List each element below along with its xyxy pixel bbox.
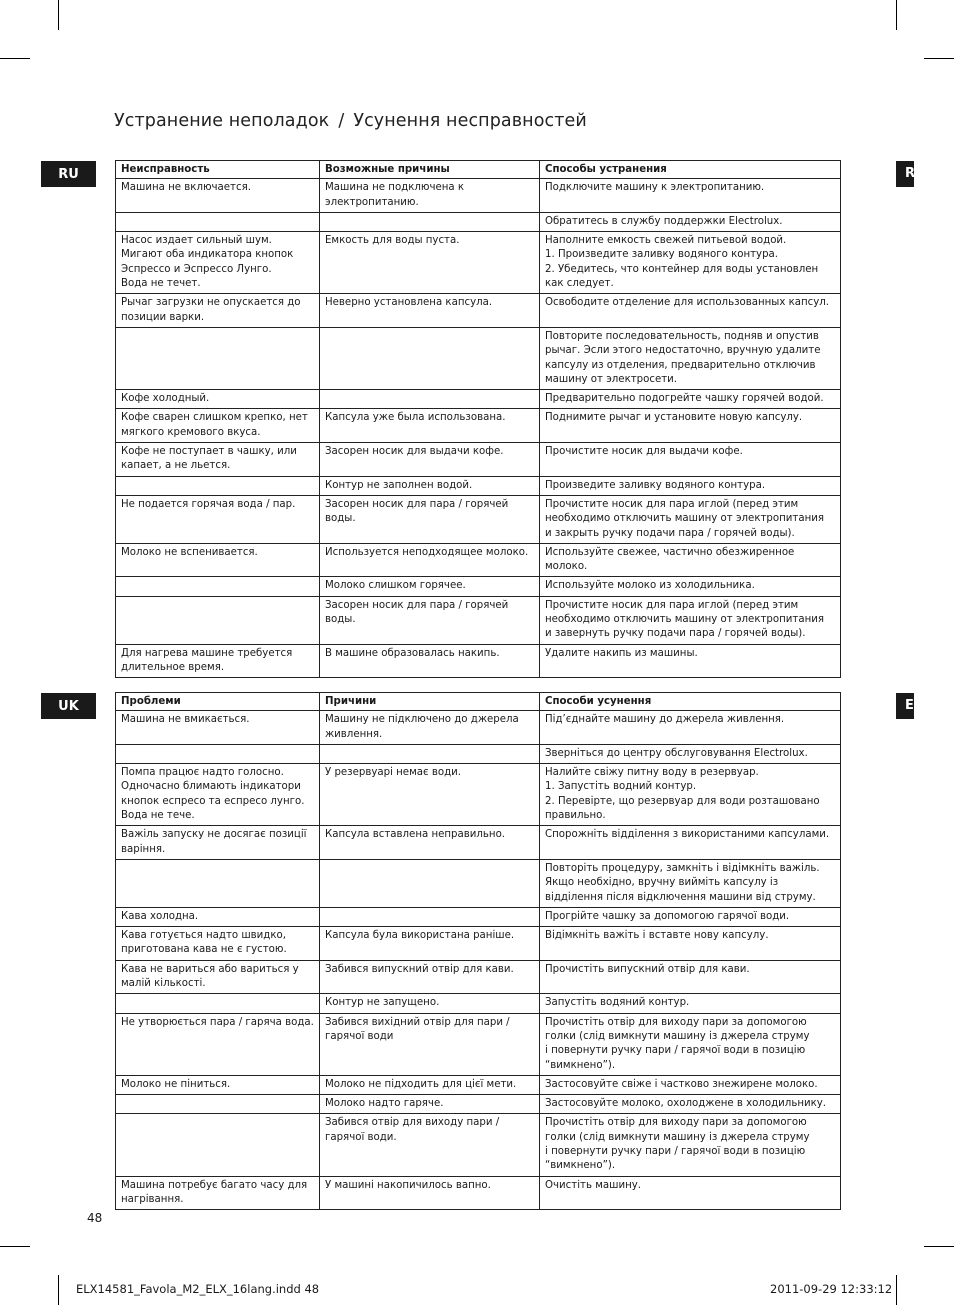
cause-cell: Машину не підключено до джерела живлення.: [320, 711, 540, 745]
troubleshooting-table-uk: [115, 692, 841, 1210]
cause-cell: Засорен носик для выдачи кофе.: [320, 443, 540, 477]
solution-cell: Застосовуйте свіже і частково знежирене молоко.: [540, 1075, 841, 1094]
table-header-row: [116, 693, 841, 711]
problem-cell: [116, 1114, 320, 1176]
table-row: [116, 960, 841, 994]
language-tab-uk: UK: [41, 693, 96, 719]
table-row: [116, 232, 841, 294]
language-tab-ru: RU: [41, 161, 96, 187]
title-uk: Усунення несправностей: [353, 111, 587, 131]
table-row: [116, 744, 841, 763]
cause-cell: Контур не запущено.: [320, 994, 540, 1013]
problem-cell: [116, 1095, 320, 1114]
solution-cell: Прочистіть отвір для виходу пари за допомогою голки (слід вимкнути машину із джерела струму і повернути ручку пари / гарячої води в позицію “вимкнено”).: [540, 1114, 841, 1176]
problem-cell: Кава не вариться або вариться у малій кількості.: [116, 960, 320, 994]
solution-cell: Прочистите носик для выдачи кофе.: [540, 443, 841, 477]
problem-cell: Молоко не піниться.: [116, 1075, 320, 1094]
cause-cell: Неверно установлена капсула.: [320, 294, 540, 328]
side-language-tab-ru: RU: [896, 161, 914, 187]
crop-mark: [0, 58, 30, 59]
solution-cell: Прочистите носик для пара иглой (перед этим необходимо отключить машину от электропитания и завернуть ручку подачи пара / горячей воды).: [540, 596, 841, 644]
problem-cell: [116, 994, 320, 1013]
table-row: [116, 476, 841, 495]
column-header-problem: Проблеми: [116, 693, 320, 711]
cause-cell: Засорен носик для пара / горячей воды.: [320, 596, 540, 644]
problem-cell: Кофе сварен слишком крепко, нет мягкого кремового вкуса.: [116, 409, 320, 443]
solution-cell: Предварительно подогрейте чашку горячей водой.: [540, 390, 841, 409]
problem-cell: Кава готується надто швидко, приготована кава не є густою.: [116, 927, 320, 961]
cause-cell: У машині накопичилось вапно.: [320, 1176, 540, 1210]
problem-cell: Машина потребує багато часу для нагрівання.: [116, 1176, 320, 1210]
problem-cell: [116, 596, 320, 644]
table-row: [116, 859, 841, 907]
problem-cell: [116, 744, 320, 763]
problem-cell: Молоко не вспенивается.: [116, 543, 320, 577]
problem-cell: [116, 577, 320, 596]
table-row: [116, 495, 841, 543]
table-row: [116, 212, 841, 231]
troubleshooting-table-ru: [115, 160, 841, 678]
solution-cell: Прочистите носик для пара иглой (перед этим необходимо отключить машину от электропитания и закрыть ручку подачи пара / горячей воды).: [540, 495, 841, 543]
problem-cell: Машина не вмикається.: [116, 711, 320, 745]
table-header-row: [116, 161, 841, 179]
column-header-problem: Неисправность: [116, 161, 320, 179]
solution-cell: Наполните емкость свежей питьевой водой. 1. Произведите заливку водяного контура. 2. Убедитесь, что контейнер для воды установлен как следует.: [540, 232, 841, 294]
solution-cell: Під’єднайте машину до джерела живлення.: [540, 711, 841, 745]
solution-cell: Очистіть машину.: [540, 1176, 841, 1210]
problem-cell: Не подается горячая вода / пар.: [116, 495, 320, 543]
cause-cell: Капсула уже была использована.: [320, 409, 540, 443]
side-language-tab-en: EN: [896, 693, 914, 719]
crop-mark: [0, 1246, 30, 1247]
table-row: [116, 907, 841, 926]
cause-cell: [320, 859, 540, 907]
problem-cell: Насос издает сильный шум. Мигают оба индикатора кнопок Эспрессо и Эспрессо Лунго. Вода не течет.: [116, 232, 320, 294]
cause-cell: Молоко не підходить для цієї мети.: [320, 1075, 540, 1094]
title-ru: Устранение неполадок: [114, 111, 330, 131]
table-row: [116, 1176, 841, 1210]
solution-cell: Зверніться до центру обслуговування Electrolux.: [540, 744, 841, 763]
problem-cell: Рычаг загрузки не опускается до позиции варки.: [116, 294, 320, 328]
table-row: [116, 543, 841, 577]
problem-cell: Для нагрева машине требуется длительное время.: [116, 644, 320, 678]
solution-cell: Повторіть процедуру, замкніть і відімкніть важіль. Якщо необхідно, вручну вийміть капсулу із відділення після відключення машини від струму.: [540, 859, 841, 907]
page-title: [114, 111, 587, 131]
page-number: 48: [87, 1211, 103, 1225]
problem-cell: Кофе холодный.: [116, 390, 320, 409]
crop-mark: [924, 58, 954, 59]
crop-mark: [58, 1275, 59, 1305]
problem-cell: Кофе не поступает в чашку, или капает, а не льется.: [116, 443, 320, 477]
table-row: [116, 711, 841, 745]
table-row: [116, 1095, 841, 1114]
crop-mark: [896, 0, 897, 30]
solution-cell: Прочистіть отвір для виходу пари за допомогою голки (слід вимкнути машину із джерела струму і повернути ручку пари / гарячої води в позицію “вимкнено”).: [540, 1013, 841, 1075]
solution-cell: Поднимите рычаг и установите новую капсулу.: [540, 409, 841, 443]
cause-cell: Засорен носик для пара / горячей воды.: [320, 495, 540, 543]
column-header-solution: Способы устранения: [540, 161, 841, 179]
solution-cell: Спорожніть відділення з використаними капсулами.: [540, 826, 841, 860]
problem-cell: Машина не включается.: [116, 179, 320, 213]
cause-cell: Забився отвір для виходу пари / гарячої води.: [320, 1114, 540, 1176]
table-row: [116, 994, 841, 1013]
solution-cell: Запустіть водяний контур.: [540, 994, 841, 1013]
problem-cell: Помпа працює надто голосно. Одночасно блимають індикатори кнопок еспресо та еспресо лунго. Вода не тече.: [116, 764, 320, 826]
solution-cell: Прогрійте чашку за допомогою гарячої води.: [540, 907, 841, 926]
solution-cell: Произведите заливку водяного контура.: [540, 476, 841, 495]
cause-cell: Забився вихідний отвір для пари / гарячої води: [320, 1013, 540, 1075]
solution-cell: Подключите машину к электропитанию.: [540, 179, 841, 213]
table-row: [116, 327, 841, 389]
problem-cell: Важіль запуску не досягає позиції варіння.: [116, 826, 320, 860]
cause-cell: Капсула вставлена неправильно.: [320, 826, 540, 860]
solution-cell: Відімкніть важіть і вставте нову капсулу.: [540, 927, 841, 961]
problem-cell: [116, 859, 320, 907]
column-header-cause: Возможные причины: [320, 161, 540, 179]
table-row: [116, 826, 841, 860]
table-row: [116, 1114, 841, 1176]
problem-cell: Кава холодна.: [116, 907, 320, 926]
problem-cell: [116, 476, 320, 495]
problem-cell: Не утворюється пара / гаряча вода.: [116, 1013, 320, 1075]
table-row: [116, 764, 841, 826]
column-header-cause: Причини: [320, 693, 540, 711]
problem-cell: [116, 212, 320, 231]
table-row: [116, 409, 841, 443]
table-row: [116, 1013, 841, 1075]
cause-cell: Контур не заполнен водой.: [320, 476, 540, 495]
cause-cell: [320, 327, 540, 389]
solution-cell: Застосовуйте молоко, охолоджене в холодильнику.: [540, 1095, 841, 1114]
cause-cell: Используется неподходящее молоко.: [320, 543, 540, 577]
solution-cell: Удалите накипь из машины.: [540, 644, 841, 678]
table-row: [116, 596, 841, 644]
footer-date-info: 2011-09-29 12:33:12: [770, 1282, 893, 1296]
cause-cell: [320, 907, 540, 926]
table-row: [116, 443, 841, 477]
crop-mark: [58, 0, 59, 30]
solution-cell: Повторите последовательность, подняв и опустив рычаг. Эсли этого недостаточно, вручную удалите капсулу из отделения, предварительно отключив машину от электросети.: [540, 327, 841, 389]
table-row: [116, 294, 841, 328]
table-row: [116, 577, 841, 596]
crop-mark: [924, 1246, 954, 1247]
table-row: [116, 644, 841, 678]
solution-cell: Освободите отделение для использованных капсул.: [540, 294, 841, 328]
solution-cell: Налийте свіжу питну воду в резервуар. 1. Запустіть водний контур. 2. Перевірте, що резервуар для води розташовано правильно.: [540, 764, 841, 826]
solution-cell: Прочистіть випускний отвір для кави.: [540, 960, 841, 994]
cause-cell: У резервуарі немає води.: [320, 764, 540, 826]
table-row: [116, 179, 841, 213]
table-row: [116, 1075, 841, 1094]
footer-file-info: ELX14581_Favola_M2_ELX_16lang.indd 48: [76, 1282, 320, 1296]
title-separator: /: [338, 111, 345, 131]
table-row: [116, 927, 841, 961]
cause-cell: [320, 212, 540, 231]
problem-cell: [116, 327, 320, 389]
cause-cell: В машине образовалась накипь.: [320, 644, 540, 678]
column-header-solution: Способи усунення: [540, 693, 841, 711]
table-row: [116, 390, 841, 409]
cause-cell: [320, 390, 540, 409]
cause-cell: Молоко надто гаряче.: [320, 1095, 540, 1114]
cause-cell: Машина не подключена к электропитанию.: [320, 179, 540, 213]
solution-cell: Обратитесь в службу поддержки Electrolux.: [540, 212, 841, 231]
cause-cell: [320, 744, 540, 763]
cause-cell: Емкость для воды пуста.: [320, 232, 540, 294]
cause-cell: Забився випускний отвір для кави.: [320, 960, 540, 994]
solution-cell: Используйте молоко из холодильника.: [540, 577, 841, 596]
crop-mark: [896, 1275, 897, 1305]
solution-cell: Используйте свежее, частично обезжиренное молоко.: [540, 543, 841, 577]
cause-cell: Молоко слишком горячее.: [320, 577, 540, 596]
cause-cell: Капсула була використана раніше.: [320, 927, 540, 961]
